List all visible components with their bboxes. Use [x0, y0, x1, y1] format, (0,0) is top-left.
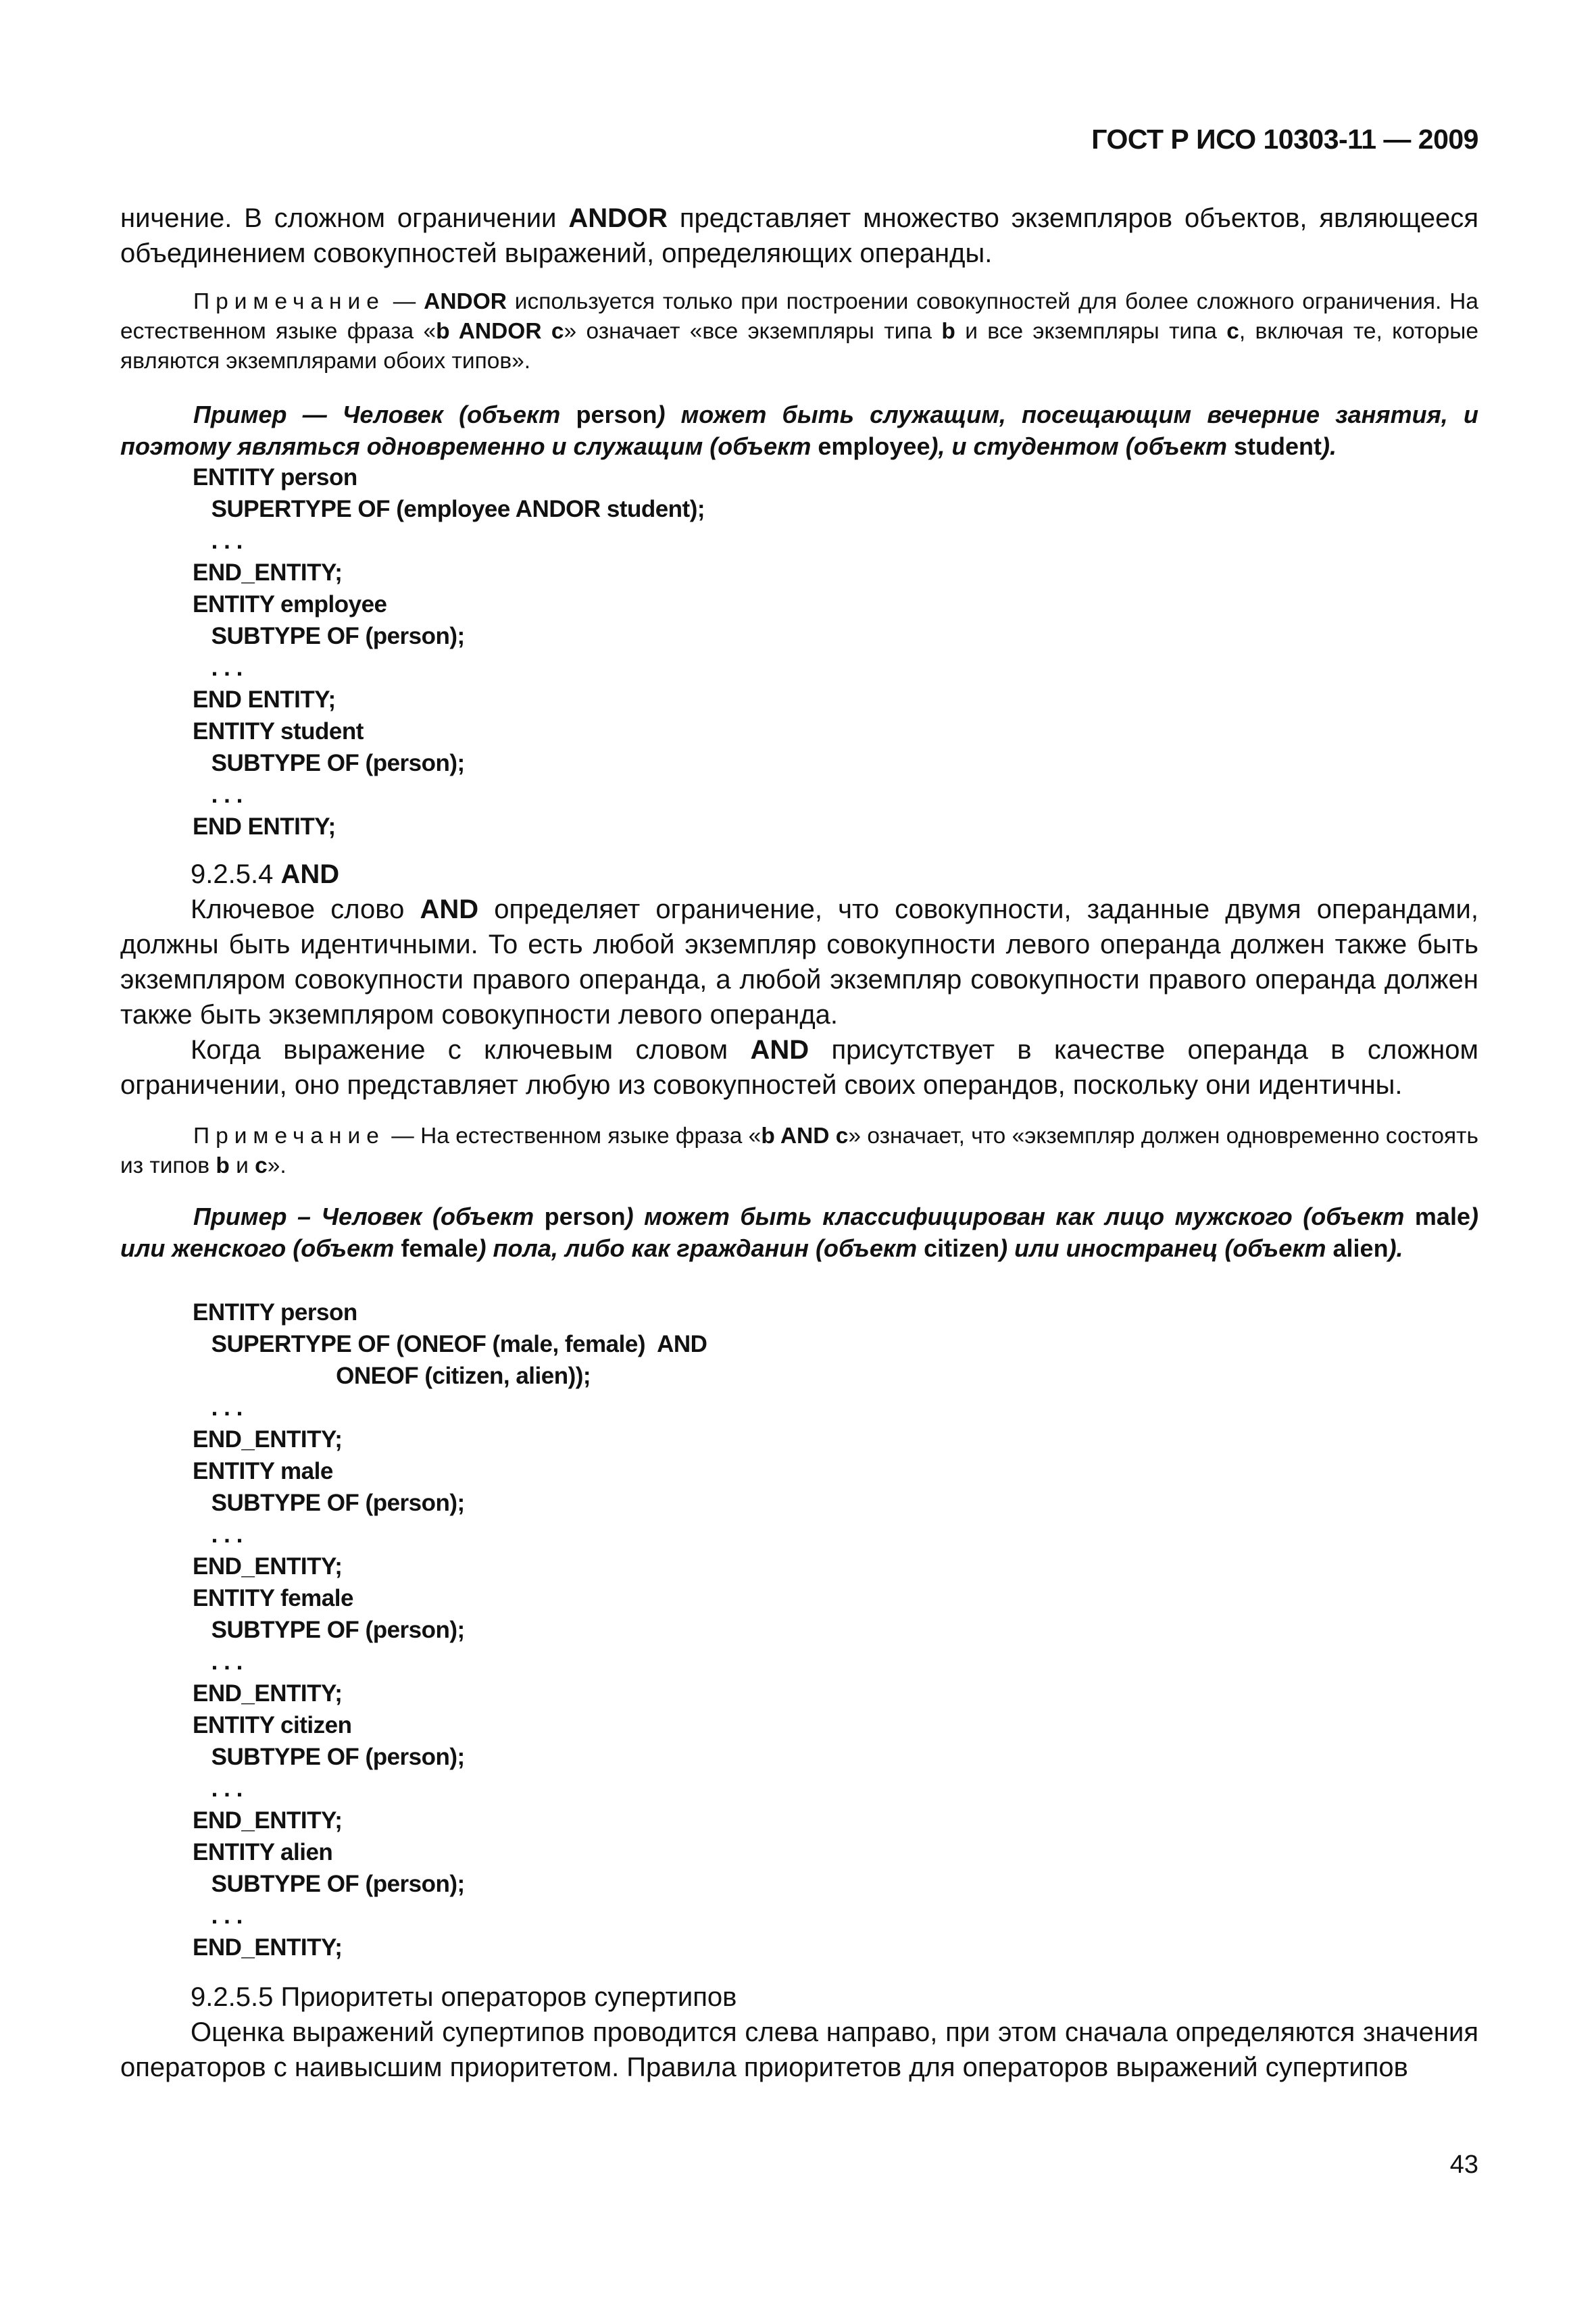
text: Пример – Человек (объект [193, 1203, 545, 1230]
entity-name: female [401, 1234, 478, 1262]
entity-name: student [1233, 432, 1322, 460]
keyword: ANDOR [424, 289, 507, 314]
text: представляет множество экземпляров объектов, являющееся объединением совокупностей выражений, определяющих операнды. [120, 203, 1479, 268]
example-andor [120, 399, 1478, 462]
code-line: . . . [193, 1776, 243, 1802]
document-header: ГОСТ Р ИСО 10303-11 — 2009 [1091, 124, 1478, 155]
keyword-andor: ANDOR [568, 203, 668, 233]
code-line: ENTITY alien [193, 1839, 333, 1865]
text: ) пола, либо как гражданин (объект [478, 1234, 924, 1262]
text: ). [1388, 1234, 1403, 1262]
code-line: . . . [193, 1521, 243, 1548]
code-line: ENTITY male [193, 1458, 333, 1484]
text: , включая те, которые являются экземплярами обоих типов». [120, 319, 1478, 374]
entity-name: alien [1332, 1234, 1389, 1262]
code-line: SUPERTYPE OF (ONEOF (male, female) AND [193, 1331, 707, 1357]
text: ) может быть служащим, посещающим вечерние занятия, и поэтому являться одновременно и служащим (объект [120, 401, 1478, 460]
code-line: END ENTITY; [193, 686, 336, 713]
text: присутствует в качестве операнда в сложном ограничении, оно представляет любую из совокупностей своих операндов, поскольку они идентичны. [120, 1035, 1479, 1100]
section-title: 9.2.5.5 Приоритеты операторов супертипов [191, 1982, 737, 2012]
code-line: . . . [193, 655, 243, 681]
note-label: Примечание [193, 1124, 385, 1149]
code-line: SUBTYPE OF (person); [193, 750, 465, 776]
code-line: . . . [193, 1903, 243, 1929]
text: Оценка выражений супертипов проводится слева направо, при этом сначала определяются значения операторов с наивысшим приоритетом. Правила приоритетов для операторов выражений супертипов [120, 2017, 1478, 2082]
code-line: ENTITY person [193, 464, 357, 491]
text: — [384, 289, 424, 314]
code-line: . . . [193, 528, 243, 554]
text: и все экземпляры типа [955, 319, 1227, 344]
code-line: SUBTYPE OF (person); [193, 623, 465, 649]
code-block-and [193, 1297, 1551, 1963]
code-line: END_ENTITY; [193, 1426, 343, 1453]
text: ) может быть классифицирован как лицо мужского (объект [625, 1203, 1415, 1230]
text: используется только при построении совокупностей для более сложного ограничения. На естественном языке фраза « [120, 289, 1478, 344]
text: ). [1321, 432, 1337, 460]
code-line: SUBTYPE OF (person); [193, 1617, 465, 1643]
code-line: END_ENTITY; [193, 1807, 343, 1834]
code-line: ONEOF (citizen, alien)); [193, 1363, 591, 1389]
text: ) или иностранец (объект [999, 1234, 1333, 1262]
note-label: Примечание [193, 289, 385, 314]
section-number: 9.2.5.4 [191, 859, 281, 889]
note-and [120, 1122, 1478, 1181]
keyword: b [941, 319, 955, 344]
example-and [120, 1201, 1478, 1264]
text: Когда выражение с ключевым словом [191, 1035, 751, 1065]
text: » означает, что «экземпляр должен одновременно состоять из типов [120, 1124, 1478, 1178]
code-line: SUPERTYPE OF (employee ANDOR student); [193, 496, 705, 522]
text: ничение. В сложном ограничении [120, 203, 569, 233]
keyword: b ANDOR c [436, 319, 564, 344]
keyword: b AND c [761, 1124, 849, 1149]
entity-name: male [1414, 1203, 1470, 1230]
code-line: ENTITY citizen [193, 1712, 352, 1738]
text: определяет ограничение, что совокупности, заданные двумя операндами, должны быть идентичными. То есть любой экземпляр совокупности левого операнда должен также быть экземпляром совокупности правого операнда, а любой экземпляр совокупности правого операнда должен также быть экземпляром совокупности левого операнда. [120, 895, 1479, 1030]
code-line: . . . [193, 1649, 243, 1675]
text: ), и студентом (объект [930, 432, 1234, 460]
code-line: END_ENTITY; [193, 1934, 343, 1961]
code-line: . . . [193, 782, 243, 808]
code-line: ENTITY employee [193, 591, 387, 618]
text: ) или женского (объект [120, 1203, 1478, 1262]
paragraph-and-definition [120, 892, 1478, 1032]
paragraph-priority [120, 2015, 1478, 2085]
section-heading-priority [120, 1980, 1478, 2015]
text: Ключевое слово [191, 895, 420, 924]
text: Пример — Человек (объект [193, 401, 576, 428]
code-line: END_ENTITY; [193, 1553, 343, 1580]
entity-name: employee [818, 432, 930, 460]
keyword-and: AND [420, 895, 479, 924]
keyword: b [216, 1153, 230, 1178]
section-heading-and [120, 857, 1478, 892]
code-line: END_ENTITY; [193, 559, 343, 586]
entity-name: person [576, 401, 657, 428]
entity-name: person [544, 1203, 626, 1230]
text: и [229, 1153, 255, 1178]
entity-name: citizen [924, 1234, 1000, 1262]
keyword: c [255, 1153, 268, 1178]
code-line: ENTITY female [193, 1585, 353, 1611]
keyword-and: AND [750, 1035, 809, 1065]
text: ». [267, 1153, 286, 1178]
note-andor [120, 287, 1478, 376]
page-number: 43 [1449, 2150, 1478, 2179]
code-line: ENTITY student [193, 718, 364, 745]
code-line: SUBTYPE OF (person); [193, 1744, 465, 1770]
code-line: ENTITY person [193, 1299, 357, 1326]
code-line: END ENTITY; [193, 813, 336, 840]
code-line: SUBTYPE OF (person); [193, 1490, 465, 1516]
code-line: . . . [193, 1394, 243, 1421]
text: — На естественном языке фраза « [384, 1124, 762, 1149]
paragraph-andor-definition [120, 201, 1478, 271]
paragraph-and-operand [120, 1032, 1478, 1103]
section-title: AND [280, 859, 340, 889]
code-line: END_ENTITY; [193, 1680, 343, 1707]
text: » означает «все экземпляры типа [564, 319, 942, 344]
code-line: SUBTYPE OF (person); [193, 1871, 465, 1897]
keyword: c [1226, 319, 1239, 344]
code-block-andor [193, 461, 1551, 842]
